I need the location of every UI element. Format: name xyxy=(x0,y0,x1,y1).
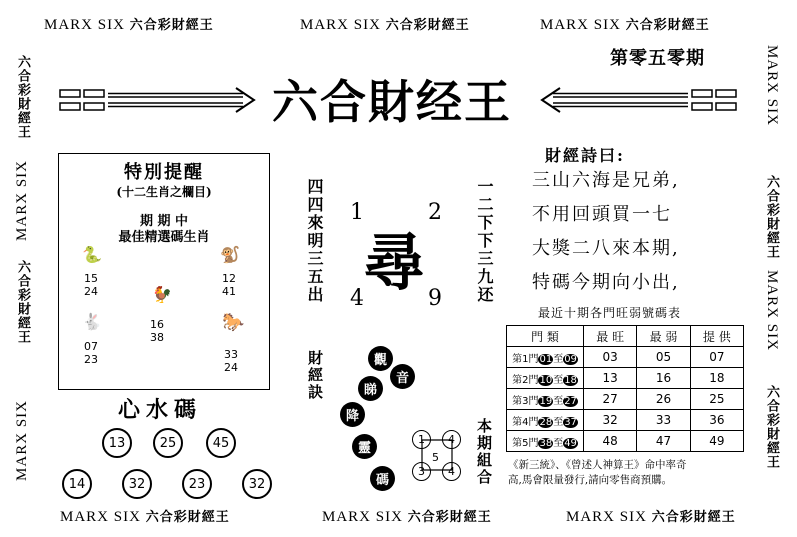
header-door: 門 類 xyxy=(507,326,584,347)
hot-cell: 27 xyxy=(584,389,637,410)
snake-icon: 🐍 xyxy=(82,245,102,264)
heart-number: 45 xyxy=(206,428,236,458)
center-right-column: 一二下下三九还 xyxy=(475,178,494,304)
stats-table xyxy=(506,325,744,452)
cold-cell: 16 xyxy=(637,368,690,389)
zodiac-1-numbers: 15 24 xyxy=(84,272,98,298)
door-cell: 第1門01至09 xyxy=(507,347,584,368)
formula-char: 觀 xyxy=(368,346,393,371)
footnote-line: 《新三統》、《曾述人神算王》命中率奇 xyxy=(508,459,687,471)
formula-char: 靈 xyxy=(352,434,377,459)
border-left-en-2: MARX SIX xyxy=(14,400,30,481)
reminder-line2: 最佳精選碼生肖 xyxy=(118,230,210,245)
combo-center-number: 5 xyxy=(432,451,439,464)
heart-number: 14 xyxy=(62,469,92,499)
header-hot: 最 旺 xyxy=(584,326,637,347)
combo-number: 4 xyxy=(442,462,461,481)
border-bottom-left: MARX SIX 六合彩財經王 xyxy=(60,509,230,525)
header-cold: 最 弱 xyxy=(637,326,690,347)
tip-cell: 25 xyxy=(690,389,743,410)
door-cell: 第3門19至27 xyxy=(507,389,584,410)
cold-cell: 05 xyxy=(637,347,690,368)
poem-line: 三山六海是兄弟, xyxy=(532,170,680,191)
right-arrow-decoration xyxy=(538,86,738,116)
hot-cell: 03 xyxy=(584,347,637,368)
border-right-cn-1: 六合彩財經王 xyxy=(765,175,780,259)
combo-number: 4 xyxy=(442,430,461,449)
zodiac-3-numbers: 16 38 xyxy=(150,318,164,344)
door-cell: 第4門28至37 xyxy=(507,410,584,431)
table-row xyxy=(507,410,744,431)
poem-line: 不用回頭買一七 xyxy=(532,204,672,225)
poem-heading: 財經詩曰: xyxy=(545,146,625,165)
footnote-line: 高,馬會限量發行,請向零售商預購。 xyxy=(508,474,673,486)
border-right-cn-2: 六合彩財經王 xyxy=(765,385,780,469)
main-title: 六合財经王 xyxy=(272,75,512,129)
stats-caption: 最近十期各門旺弱號碼表 xyxy=(538,306,682,320)
cold-cell: 47 xyxy=(637,431,690,452)
formula-label: 財經訣 xyxy=(306,350,324,401)
combo-number: 3 xyxy=(412,462,431,481)
hot-cell: 13 xyxy=(584,368,637,389)
cold-cell: 26 xyxy=(637,389,690,410)
heart-number: 32 xyxy=(122,469,152,499)
tip-cell: 18 xyxy=(690,368,743,389)
door-cell: 第5門38至49 xyxy=(507,431,584,452)
heart-number: 23 xyxy=(182,469,212,499)
zodiac-5-numbers: 33 24 xyxy=(224,348,238,374)
hot-cell: 32 xyxy=(584,410,637,431)
tip-cell: 36 xyxy=(690,410,743,431)
border-left-en-1: MARX SIX xyxy=(14,160,30,241)
stats-footnote xyxy=(508,458,744,488)
formula-char: 音 xyxy=(390,364,415,389)
table-row xyxy=(507,431,744,452)
door-cell: 第2門10至18 xyxy=(507,368,584,389)
zodiac-2-numbers: 12 41 xyxy=(222,272,236,298)
hot-cell: 48 xyxy=(584,431,637,452)
cold-cell: 33 xyxy=(637,410,690,431)
border-top-left: MARX SIX 六合彩財經王 xyxy=(44,17,214,33)
center-riddle-char: 尋 xyxy=(363,226,426,299)
heart-number: 25 xyxy=(153,428,183,458)
rooster-icon: 🐓 xyxy=(152,285,172,304)
zodiac-4-numbers: 07 23 xyxy=(84,340,98,366)
formula-char: 碼 xyxy=(370,466,395,491)
rabbit-icon: 🐇 xyxy=(82,312,102,331)
center-number-tr: 2 xyxy=(428,200,442,225)
tip-cell: 07 xyxy=(690,347,743,368)
table-row xyxy=(507,347,744,368)
center-left-column: 四四來明三五出 xyxy=(305,178,324,304)
border-bottom-mid: MARX SIX 六合彩財經王 xyxy=(322,509,492,525)
reminder-line1: 期 期 中 xyxy=(139,214,189,229)
border-top-right: MARX SIX 六合彩財經王 xyxy=(540,17,710,33)
poem-line: 特碼今期向小出, xyxy=(532,272,680,293)
reminder-subheading: (十二生肖之欄目) xyxy=(116,185,212,199)
center-number-br: 9 xyxy=(428,286,442,311)
table-row xyxy=(507,389,744,410)
center-number-bl: 4 xyxy=(350,286,364,311)
border-bottom-right: MARX SIX 六合彩財經王 xyxy=(566,509,736,525)
left-arrow-decoration xyxy=(58,86,258,116)
heart-number: 32 xyxy=(242,469,272,499)
heart-number: 13 xyxy=(102,428,132,458)
poem-line: 大獎二八來本期, xyxy=(532,238,680,259)
border-right-en-1: MARX SIX xyxy=(764,45,780,126)
issue-number: 第零五零期 xyxy=(610,48,705,69)
monkey-icon: 🐒 xyxy=(220,245,240,264)
stats-header-row xyxy=(507,326,744,347)
heart-water-label: 心水碼 xyxy=(118,397,203,423)
border-right-en-2: MARX SIX xyxy=(764,270,780,351)
border-top-mid: MARX SIX 六合彩財經王 xyxy=(300,17,470,33)
header-tip: 提 供 xyxy=(690,326,743,347)
reminder-heading: 特別提醒 xyxy=(124,162,204,183)
horse-icon: 🐎 xyxy=(222,312,245,333)
combo-label: 本期組合 xyxy=(475,418,493,486)
center-number-tl: 1 xyxy=(350,200,364,225)
table-row xyxy=(507,368,744,389)
border-left-cn-2: 六合彩財經王 xyxy=(16,260,31,344)
formula-char: 睇 xyxy=(358,376,383,401)
tip-cell: 49 xyxy=(690,431,743,452)
formula-char: 降 xyxy=(340,402,365,427)
combo-number: 1 xyxy=(412,430,431,449)
border-left-cn-1: 六合彩財經王 xyxy=(16,55,31,139)
